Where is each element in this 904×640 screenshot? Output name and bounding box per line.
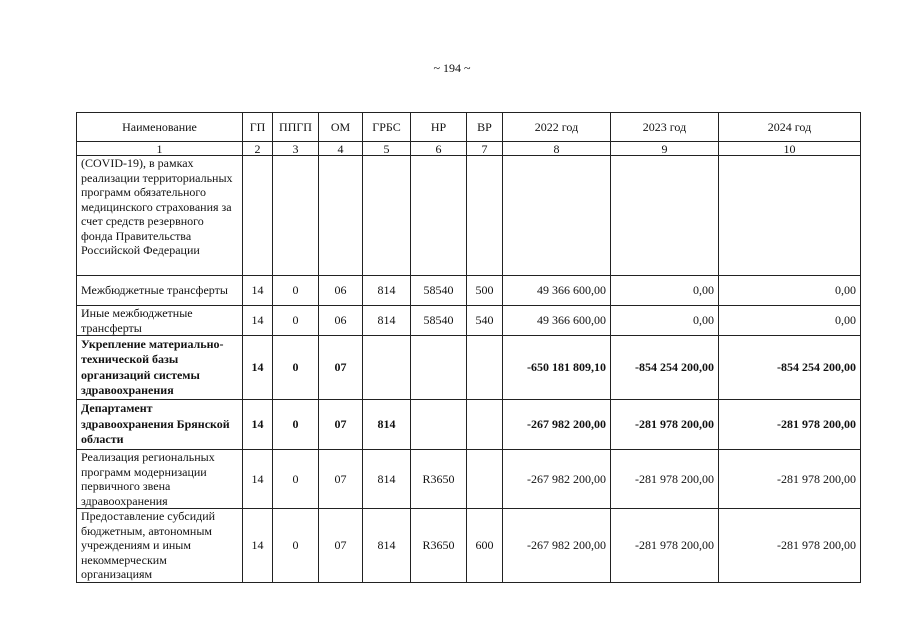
cell-2023: -281 978 200,00 bbox=[611, 450, 719, 509]
cell-grbs: 814 bbox=[363, 276, 411, 306]
cell-ppgp: 0 bbox=[273, 306, 319, 336]
cell-gp: 14 bbox=[243, 336, 273, 400]
cell-grbs: 814 bbox=[363, 509, 411, 583]
cell-grbs bbox=[363, 156, 411, 276]
row-name: Реализация региональных программ модернизации первичного звена здравоохранения bbox=[77, 450, 243, 509]
cell-gp: 14 bbox=[243, 509, 273, 583]
column-number: 1 bbox=[77, 142, 243, 156]
table-row bbox=[77, 336, 861, 400]
cell-nr: R3650 bbox=[411, 509, 467, 583]
cell-2023: -281 978 200,00 bbox=[611, 509, 719, 583]
table-row bbox=[77, 509, 861, 583]
cell-2024: -281 978 200,00 bbox=[719, 509, 861, 583]
cell-grbs bbox=[363, 336, 411, 400]
cell-ppgp: 0 bbox=[273, 336, 319, 400]
cell-nr bbox=[411, 156, 467, 276]
cell-gp bbox=[243, 156, 273, 276]
cell-2023: -281 978 200,00 bbox=[611, 400, 719, 450]
cell-2023: -854 254 200,00 bbox=[611, 336, 719, 400]
column-number: 2 bbox=[243, 142, 273, 156]
cell-2024: -281 978 200,00 bbox=[719, 400, 861, 450]
row-name: Иные межбюджетные трансферты bbox=[77, 306, 243, 336]
cell-2022: -650 181 809,10 bbox=[503, 336, 611, 400]
header-om: ОМ bbox=[319, 113, 363, 142]
header-nr: НР bbox=[411, 113, 467, 142]
cell-vr bbox=[467, 156, 503, 276]
table-row bbox=[77, 450, 861, 509]
cell-om: 07 bbox=[319, 450, 363, 509]
cell-gp: 14 bbox=[243, 450, 273, 509]
cell-nr bbox=[411, 336, 467, 400]
column-number: 10 bbox=[719, 142, 861, 156]
header-name: Наименование bbox=[77, 113, 243, 142]
column-number: 4 bbox=[319, 142, 363, 156]
cell-om: 06 bbox=[319, 306, 363, 336]
cell-vr bbox=[467, 450, 503, 509]
cell-2022: 49 366 600,00 bbox=[503, 276, 611, 306]
cell-vr bbox=[467, 400, 503, 450]
cell-gp: 14 bbox=[243, 306, 273, 336]
cell-2022: -267 982 200,00 bbox=[503, 450, 611, 509]
cell-2024: 0,00 bbox=[719, 276, 861, 306]
row-name: Укрепление материально-технической базы организаций системы здравоохранения bbox=[77, 336, 243, 400]
page-number: ~ 194 ~ bbox=[433, 61, 471, 75]
column-number: 8 bbox=[503, 142, 611, 156]
cell-ppgp bbox=[273, 156, 319, 276]
column-number: 7 bbox=[467, 142, 503, 156]
cell-ppgp: 0 bbox=[273, 509, 319, 583]
cell-2024: 0,00 bbox=[719, 306, 861, 336]
cell-vr: 540 bbox=[467, 306, 503, 336]
cell-nr: 58540 bbox=[411, 276, 467, 306]
cell-grbs: 814 bbox=[363, 306, 411, 336]
cell-vr: 500 bbox=[467, 276, 503, 306]
cell-ppgp: 0 bbox=[273, 276, 319, 306]
cell-nr: 58540 bbox=[411, 306, 467, 336]
cell-2022: -267 982 200,00 bbox=[503, 509, 611, 583]
header-2024: 2024 год bbox=[719, 113, 861, 142]
column-number: 3 bbox=[273, 142, 319, 156]
column-number: 9 bbox=[611, 142, 719, 156]
cell-2022: -267 982 200,00 bbox=[503, 400, 611, 450]
cell-nr bbox=[411, 400, 467, 450]
cell-2023 bbox=[611, 156, 719, 276]
table-row bbox=[77, 156, 861, 276]
cell-gp: 14 bbox=[243, 276, 273, 306]
column-number-row bbox=[77, 142, 861, 156]
header-gp: ГП bbox=[243, 113, 273, 142]
table-row bbox=[77, 400, 861, 450]
row-name: Предоставление субсидий бюджетным, автономным учреждениям и иным некоммерческим организациям bbox=[77, 509, 243, 583]
cell-gp: 14 bbox=[243, 400, 273, 450]
header-2023: 2023 год bbox=[611, 113, 719, 142]
cell-om: 07 bbox=[319, 509, 363, 583]
cell-2023: 0,00 bbox=[611, 306, 719, 336]
header-grbs: ГРБС bbox=[363, 113, 411, 142]
column-number: 5 bbox=[363, 142, 411, 156]
cell-om: 06 bbox=[319, 276, 363, 306]
cell-2024 bbox=[719, 156, 861, 276]
cell-om: 07 bbox=[319, 336, 363, 400]
table-row bbox=[77, 306, 861, 336]
header-ppgp: ППГП bbox=[273, 113, 319, 142]
cell-om: 07 bbox=[319, 400, 363, 450]
table-header-row bbox=[77, 113, 861, 142]
column-number: 6 bbox=[411, 142, 467, 156]
table-row bbox=[77, 276, 861, 306]
cell-grbs: 814 bbox=[363, 450, 411, 509]
cell-vr bbox=[467, 336, 503, 400]
cell-om bbox=[319, 156, 363, 276]
cell-ppgp: 0 bbox=[273, 400, 319, 450]
row-name: Департамент здравоохранения Брянской области bbox=[77, 400, 243, 450]
header-vr: ВР bbox=[467, 113, 503, 142]
cell-2022: 49 366 600,00 bbox=[503, 306, 611, 336]
cell-2024: -854 254 200,00 bbox=[719, 336, 861, 400]
row-name: Межбюджетные трансферты bbox=[77, 276, 243, 306]
cell-grbs: 814 bbox=[363, 400, 411, 450]
cell-2024: -281 978 200,00 bbox=[719, 450, 861, 509]
row-name: (COVID-19), в рамках реализации территориальных программ обязательного медицинского страхования за счет средств резервного фонда Правительства Российской Федерации bbox=[77, 156, 243, 276]
cell-2022 bbox=[503, 156, 611, 276]
budget-table bbox=[76, 112, 861, 583]
cell-2023: 0,00 bbox=[611, 276, 719, 306]
header-2022: 2022 год bbox=[503, 113, 611, 142]
cell-vr: 600 bbox=[467, 509, 503, 583]
cell-ppgp: 0 bbox=[273, 450, 319, 509]
cell-nr: R3650 bbox=[411, 450, 467, 509]
